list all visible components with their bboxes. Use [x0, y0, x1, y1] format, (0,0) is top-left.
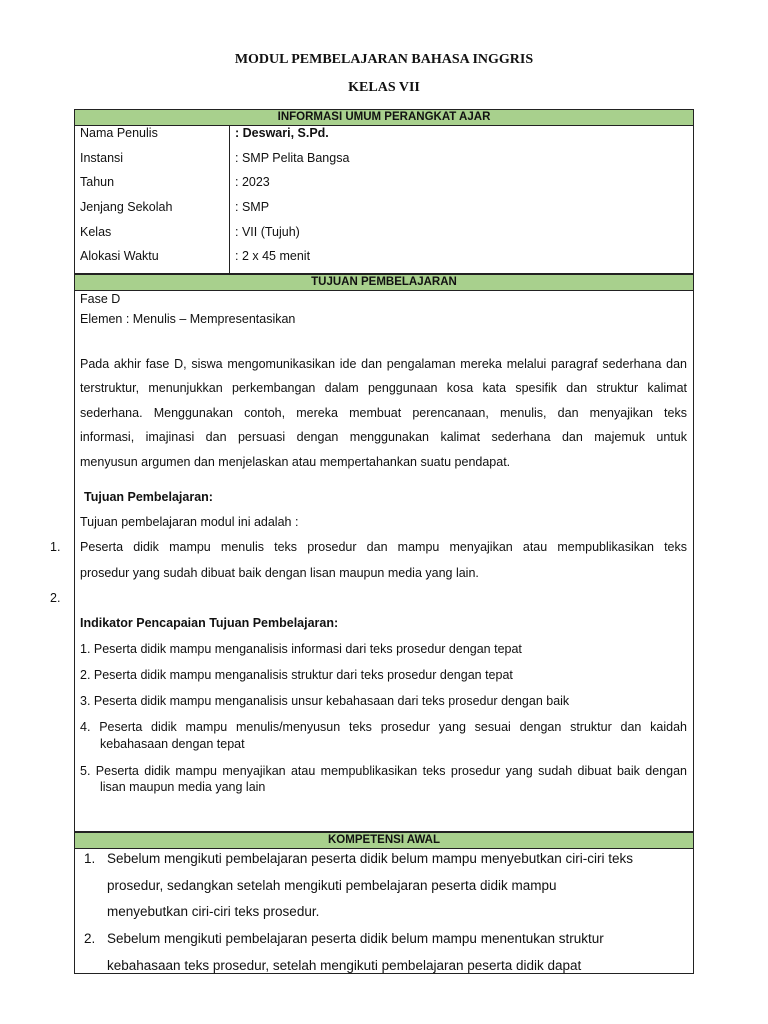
- kompetensi-item-1-line-2: prosedur, sedangkan setelah mengikuti pembelajaran peserta didik mampu: [107, 878, 557, 893]
- indikator-item-2: 2. Peserta didik mampu menganalisis struktur dari teks prosedur dengan tepat: [80, 668, 513, 682]
- document-title: MODUL PEMBELAJARAN BAHASA INGGRIS: [234, 52, 534, 67]
- tp-item-1-line-2: prosedur yang sudah dibuat baik dengan lisan maupun media yang lain.: [80, 566, 479, 580]
- paragraph-line-last: menyusun argumen dan menjelaskan atau mempertahankan suatu pendapat.: [80, 455, 511, 469]
- info-label-nama-penulis: Nama Penulis: [80, 126, 158, 140]
- tp-intro: Tujuan pembelajaran modul ini adalah :: [80, 515, 299, 529]
- info-value-alokasi: : 2 x 45 menit: [235, 249, 311, 263]
- indikator-item-4-line-2: kebahasaan dengan tepat: [100, 737, 245, 751]
- info-value-jenjang: : SMP: [235, 200, 270, 214]
- paragraph-line: sederhana. Menggunakan contoh, mereka membuat perencanaan, menulis, dan menyajikan teks: [80, 406, 687, 420]
- kompetensi-item-1-line-3: menyebutkan ciri-ciri teks prosedur.: [107, 904, 320, 919]
- info-label-tahun: Tahun: [80, 175, 115, 189]
- kompetensi-header: KOMPETENSI AWAL: [74, 832, 694, 849]
- tp-number-2: 2.: [50, 591, 61, 605]
- indikator-item-3: 3. Peserta didik mampu menganalisis unsur kebahasaan dari teks prosedur dengan baik: [80, 694, 570, 708]
- kompetensi-number-2: 2.: [84, 931, 96, 946]
- kompetensi-number-1: 1.: [84, 851, 96, 866]
- info-label-alokasi: Alokasi Waktu: [80, 249, 159, 263]
- info-column-divider: [229, 126, 230, 273]
- info-table: [74, 109, 694, 274]
- indikator-item-5-line-1: 5. Peserta didik mampu menyajikan atau mempublikasikan teks prosedur yang sudah dibuat baik dengan: [80, 764, 687, 778]
- info-label-kelas: Kelas: [80, 225, 112, 239]
- indikator-heading: Indikator Pencapaian Tujuan Pembelajaran:: [80, 616, 339, 630]
- tp-heading: Tujuan Pembelajaran:: [84, 490, 213, 504]
- indikator-item-4-line-1: 4. Peserta didik mampu menulis/menyusun teks prosedur yang sesuai dengan struktur dan kaidah: [80, 720, 687, 734]
- kompetensi-item-2-line-1: Sebelum mengikuti pembelajaran peserta didik belum mampu menentukan struktur: [107, 931, 604, 946]
- kompetensi-item-1-line-1: Sebelum mengikuti pembelajaran peserta didik belum mampu menyebutkan ciri-ciri teks: [107, 851, 633, 866]
- paragraph-line: Pada akhir fase D, siswa mengomunikasikan ide dan pengalaman mereka melalui paragraf sederhana dan: [80, 357, 687, 371]
- info-header: INFORMASI UMUM PERANGKAT AJAR: [74, 109, 694, 126]
- info-label-jenjang: Jenjang Sekolah: [80, 200, 173, 214]
- fase-text: Fase D: [80, 292, 121, 306]
- info-label-instansi: Instansi: [80, 151, 124, 165]
- indikator-item-5-line-2: lisan maupun media yang lain: [100, 780, 266, 794]
- document-subtitle: KELAS VII: [348, 80, 420, 95]
- tp-number-1: 1.: [50, 540, 61, 554]
- info-value-instansi: : SMP Pelita Bangsa: [235, 151, 350, 165]
- info-value-nama-penulis: : Deswari, S.Pd.: [235, 126, 329, 140]
- kompetensi-item-2-line-2: kebahasaan teks prosedur, setelah mengikuti pembelajaran peserta didik dapat: [107, 958, 582, 973]
- indikator-item-1: 1. Peserta didik mampu menganalisis informasi dari teks prosedur dengan tepat: [80, 642, 522, 656]
- paragraph-line: informasi, imajinasi dan persuasi dengan menggunakan kalimat sederhana dan majemuk untuk: [80, 430, 687, 444]
- elemen-text: Elemen : Menulis – Mempresentasikan: [80, 312, 296, 326]
- info-value-tahun: : 2023: [235, 175, 270, 189]
- tp-item-1-line-1: Peserta didik mampu menulis teks prosedur dan mampu menyajikan atau mempublikasikan teks: [80, 540, 687, 554]
- paragraph-line: terstruktur, menunjukkan perkembangan dalam penggunaan kosa kata spesifik dan struktur kalimat: [80, 381, 687, 395]
- tujuan-header: TUJUAN PEMBELAJARAN: [74, 274, 694, 291]
- info-value-kelas: : VII (Tujuh): [235, 225, 300, 239]
